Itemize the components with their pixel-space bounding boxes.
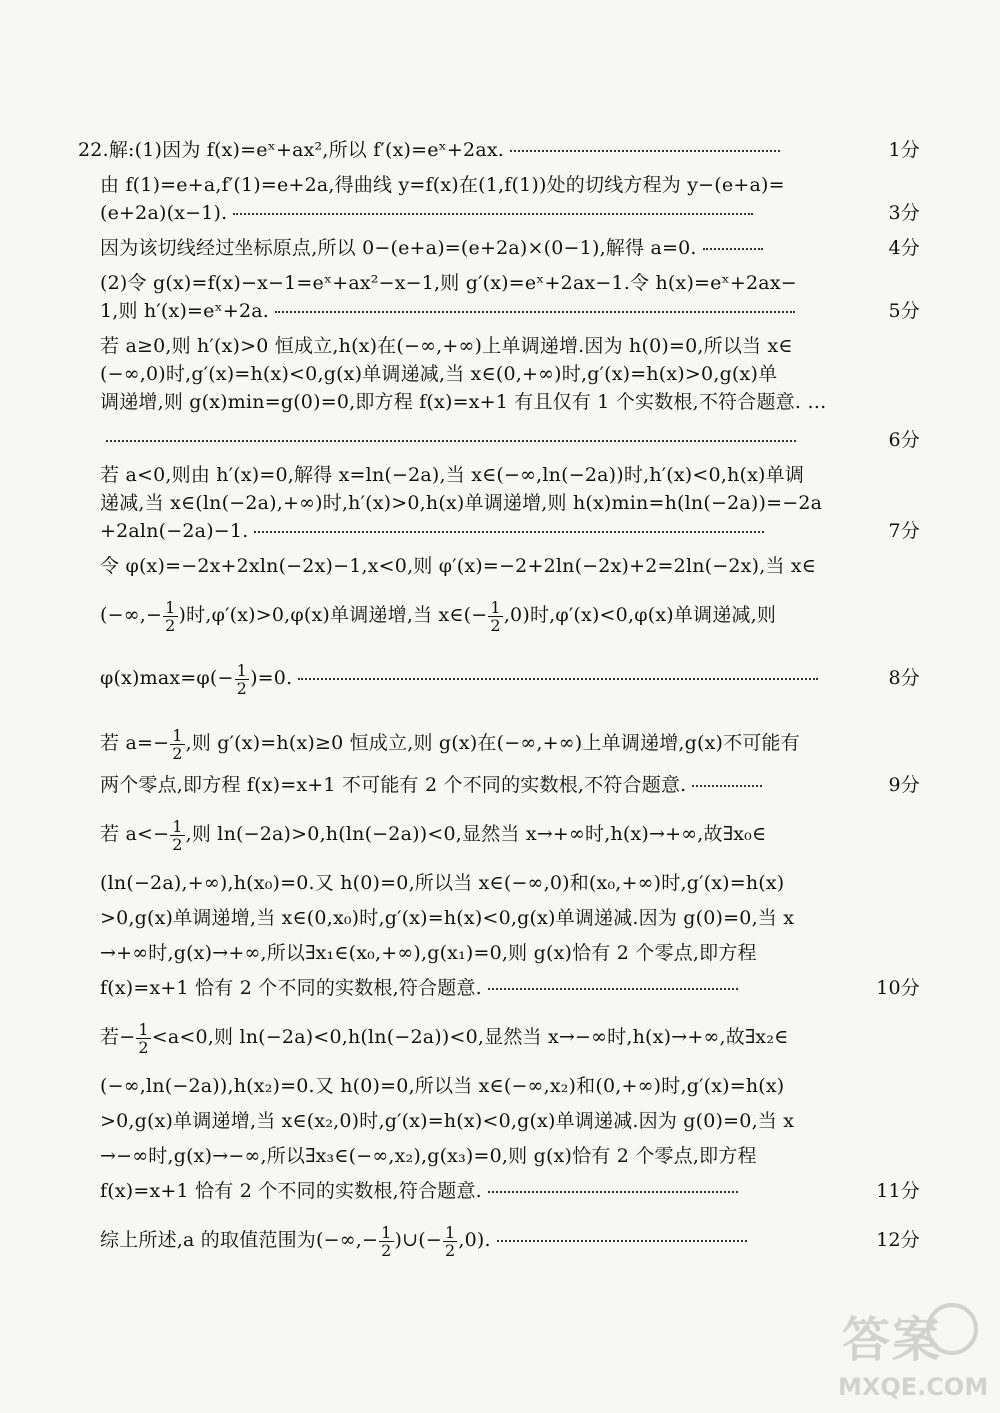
- solution-line: [100, 1009, 920, 1065]
- line-text: +2aln(−2a)−1.: [100, 520, 249, 542]
- line-text: )=0.: [250, 667, 293, 689]
- fraction-denominator: 2: [172, 743, 183, 763]
- problem-number: 22.: [78, 139, 109, 161]
- solution-line: [100, 199, 920, 227]
- line-text: 若−: [100, 1026, 136, 1048]
- leader-dots: [275, 311, 795, 313]
- line-text: 1,则 h′(x)=eˣ+2a.: [100, 300, 270, 322]
- fraction-one-half: [235, 662, 249, 697]
- line-text: 综上所述,a 的取值范围为(−∞,−: [100, 1229, 379, 1251]
- line-text: 若 a<0,则由 h′(x)=0,解得 x=ln(−2a),当 x∈(−∞,ln(−2a))时,h′(x)<0,h(x)单调: [100, 464, 805, 486]
- leader-dots: [692, 785, 762, 787]
- solution-line: [100, 1142, 920, 1170]
- solution-line: [100, 939, 920, 967]
- score-mark: 6分: [888, 429, 920, 451]
- score-mark: 10分: [876, 977, 920, 999]
- solution-line: [100, 332, 920, 360]
- solution-line: [100, 715, 920, 771]
- line-text: 解:(1)因为 f(x)=eˣ+ax²,所以 f′(x)=eˣ+2ax.: [108, 139, 505, 161]
- score-mark: 4分: [888, 237, 920, 259]
- fraction-one-half: [170, 727, 184, 762]
- line-text: 因为该切线经过坐标原点,所以 0−(e+a)=(e+2a)×(0−1),解得 a=0.: [100, 237, 697, 259]
- solution-line: [100, 461, 920, 489]
- line-text: →−∞时,g(x)→−∞,所以∃x₃∈(−∞,x₂),g(x₃)=0,则 g(x)恰有 2 个零点,即方程: [100, 1145, 757, 1167]
- solution-line: [100, 869, 920, 897]
- score-mark: 1分: [888, 139, 920, 161]
- leader-dots: [254, 531, 764, 533]
- fraction-denominator: 2: [138, 1037, 149, 1057]
- solution-line: [100, 1107, 920, 1135]
- fraction-denominator: 2: [381, 1240, 392, 1260]
- line-text: ,则 g′(x)=h(x)≥0 恒成立,则 g(x)在(−∞,+∞)上单调递增,g(x)不可能有: [185, 732, 800, 754]
- fraction-one-half: [379, 1224, 393, 1259]
- line-text: )∪(−: [394, 1229, 442, 1251]
- solution-block: [78, 136, 920, 1268]
- solution-line: [100, 426, 920, 454]
- fraction-denominator: 2: [490, 615, 501, 635]
- solution-line: [100, 650, 920, 706]
- fraction-denominator: 2: [236, 678, 248, 698]
- line-text: 调递增,则 g(x)min=g(0)=0,即方程 f(x)=x+1 有且仅有 1 个实数根,不符合题意. …: [100, 391, 827, 413]
- solution-line: [100, 1177, 920, 1205]
- leader-dots: [497, 1240, 747, 1242]
- fraction-one-half: [163, 599, 177, 634]
- line-text: 若 a=−: [100, 732, 170, 754]
- line-text: >0,g(x)单调递增,当 x∈(0,x₀)时,g′(x)=h(x)<0,g(x)单调递减.因为 g(0)=0,当 x: [100, 907, 795, 929]
- fraction-numerator: 1: [165, 597, 176, 617]
- leader-dots: [298, 678, 818, 680]
- leader-dots: [488, 1191, 738, 1193]
- line-text: 递减,当 x∈(ln(−2a),+∞)时,h′(x)>0,h(x)单调递增,则 h(x)min=h(ln(−2a))=−2a: [100, 492, 823, 514]
- line-text: 令 φ(x)=−2x+2xln(−2x)−1,x<0,则 φ′(x)=−2+2ln(−2x)+2=2ln(−2x),当 x∈: [100, 555, 817, 577]
- score-mark: 9分: [888, 774, 920, 796]
- line-text: 两个零点,即方程 f(x)=x+1 不可能有 2 个不同的实数根,不符合题意.: [100, 774, 687, 796]
- line-text: )时,φ′(x)>0,φ(x)单调递增,当 x∈(−: [178, 604, 488, 626]
- line-text: φ(x)max=φ(−: [100, 667, 234, 689]
- solution-line: [100, 974, 920, 1002]
- line-text: f(x)=x+1 恰有 2 个不同的实数根,符合题意.: [100, 977, 482, 999]
- line-text: >0,g(x)单调递增,当 x∈(x₂,0)时,g′(x)=h(x)<0,g(x)单调递减.因为 g(0)=0,当 x: [100, 1110, 795, 1132]
- site-watermark: [832, 1295, 989, 1405]
- fraction-one-half: [488, 599, 502, 634]
- line-text: <a<0,则 ln(−2a)<0,h(ln(−2a))<0,显然当 x→−∞时,h(x)→+∞,故∃x₂∈: [151, 1026, 789, 1048]
- leader-dots: [233, 213, 753, 215]
- fraction-numerator: 1: [172, 725, 183, 745]
- fraction-denominator: 2: [165, 615, 176, 635]
- leader-dots: [488, 988, 738, 990]
- line-text: ,0).: [458, 1229, 491, 1251]
- fraction-denominator: 2: [445, 1240, 456, 1260]
- fraction-numerator: 1: [138, 1019, 149, 1039]
- solution-line: [100, 771, 920, 799]
- fraction-numerator: 1: [172, 816, 183, 836]
- solution-line: [100, 904, 920, 932]
- line-text: (ln(−2a),+∞),h(x₀)=0.又 h(0)=0,所以当 x∈(−∞,0)和(x₀,+∞)时,g′(x)=h(x): [100, 872, 785, 894]
- score-mark: 8分: [888, 667, 920, 689]
- solution-line: [100, 1212, 920, 1268]
- watermark-domain: MXQE.COM: [838, 1373, 989, 1401]
- fraction-one-half: [443, 1224, 457, 1259]
- solution-line: [100, 388, 920, 416]
- score-mark: 7分: [888, 520, 920, 542]
- line-text: (2)令 g(x)=f(x)−x−1=eˣ+ax²−x−1,则 g′(x)=eˣ+2ax−1.令 h(x)=eˣ+2ax−: [100, 272, 797, 294]
- watermark-logo-text: 答案: [842, 1312, 943, 1368]
- fraction-denominator: 2: [172, 834, 183, 854]
- score-mark: 11分: [876, 1180, 920, 1202]
- watermark-circle-icon: [926, 1303, 978, 1355]
- solution-line: [100, 360, 920, 388]
- fraction-numerator: 1: [490, 597, 501, 617]
- line-text: ,0)时,φ′(x)<0,φ(x)单调递减,则: [503, 604, 777, 626]
- fraction-numerator: 1: [445, 1222, 456, 1242]
- solution-line: [100, 1072, 920, 1100]
- score-mark: 12分: [876, 1229, 920, 1251]
- solution-line: [100, 234, 920, 262]
- solution-line: [100, 489, 920, 517]
- leader-dots: [510, 150, 780, 152]
- solution-line: [100, 269, 920, 297]
- fraction-one-half: [136, 1021, 150, 1056]
- fraction-numerator: 1: [381, 1222, 392, 1242]
- solution-line: [100, 587, 920, 643]
- fraction-one-half: [170, 818, 184, 853]
- solution-line: [78, 136, 920, 164]
- line-text: 由 f(1)=e+a,f′(1)=e+2a,得曲线 y=f(x)在(1,f(1))处的切线方程为 y−(e+a)=: [100, 174, 785, 196]
- solution-line: [100, 297, 920, 325]
- score-mark: 3分: [888, 202, 920, 224]
- score-mark: 5分: [888, 300, 920, 322]
- line-text: ,则 ln(−2a)>0,h(ln(−2a))<0,显然当 x→+∞时,h(x)→+∞,故∃x₀∈: [185, 823, 767, 845]
- line-text: (−∞,0)时,g′(x)=h(x)<0,g(x)单调递减,当 x∈(0,+∞)时,g′(x)=h(x)>0,g(x)单: [100, 363, 778, 385]
- line-text: (−∞,−: [100, 604, 163, 626]
- fraction-numerator: 1: [236, 660, 248, 680]
- solution-line: [100, 517, 920, 545]
- leader-dots: [106, 440, 796, 442]
- line-text: f(x)=x+1 恰有 2 个不同的实数根,符合题意.: [100, 1180, 482, 1202]
- line-text: (e+2a)(x−1).: [100, 202, 228, 224]
- solution-line: [100, 806, 920, 862]
- line-text: 若 a≥0,则 h′(x)>0 恒成立,h(x)在(−∞,+∞)上单调递增.因为 h(0)=0,所以当 x∈: [100, 335, 793, 357]
- leader-dots: [703, 248, 763, 250]
- solution-line: [100, 171, 920, 199]
- line-text: 若 a<−: [100, 823, 170, 845]
- line-text: →+∞时,g(x)→+∞,所以∃x₁∈(x₀,+∞),g(x₁)=0,则 g(x)恰有 2 个零点,即方程: [100, 942, 757, 964]
- line-text: (−∞,ln(−2a)),h(x₂)=0.又 h(0)=0,所以当 x∈(−∞,x₂)和(0,+∞)时,g′(x)=h(x): [100, 1075, 785, 1097]
- solution-line: [100, 552, 920, 580]
